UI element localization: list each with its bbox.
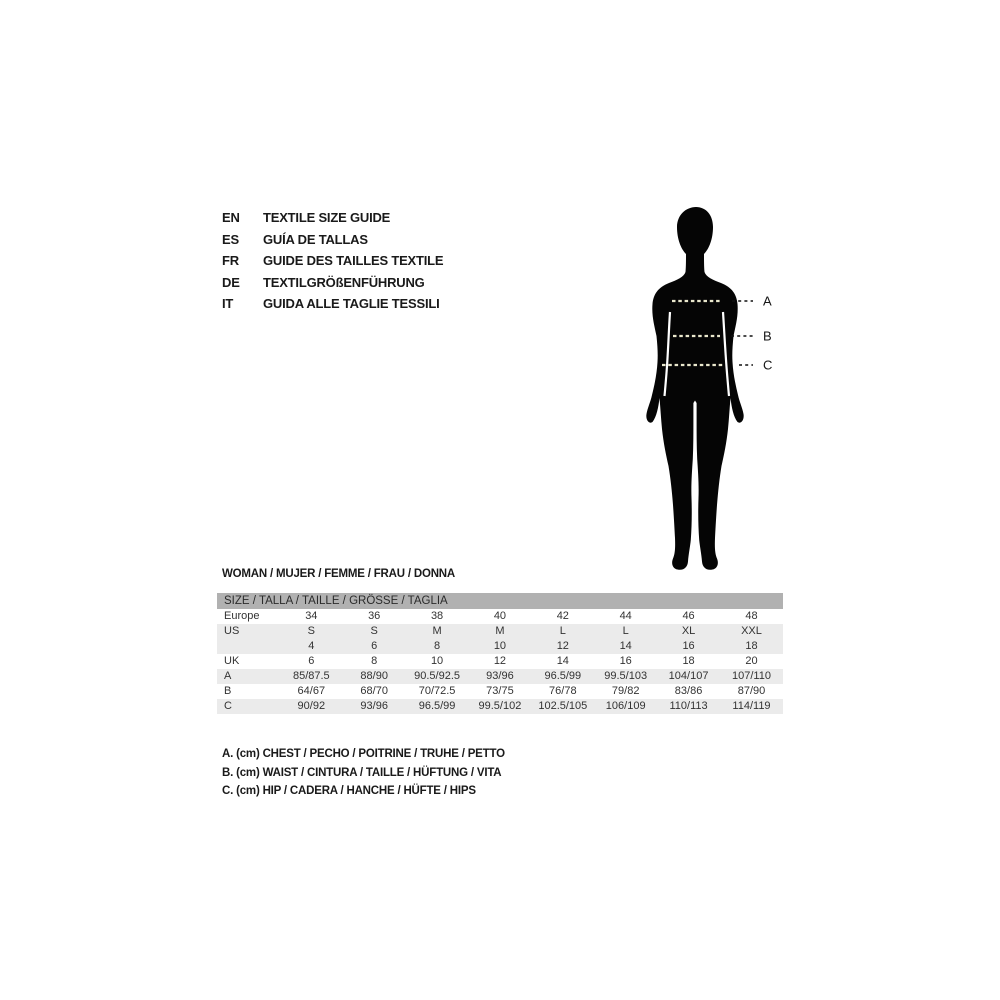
- section-title: WOMAN / MUJER / FEMME / FRAU / DONNA: [222, 568, 456, 580]
- size-cell: 76/78: [549, 685, 577, 697]
- marker-label-a: A: [763, 293, 772, 309]
- size-cell: 110/113: [669, 700, 708, 712]
- size-cell: 79/82: [611, 685, 640, 697]
- size-cell: L: [559, 625, 566, 637]
- legend-line: B. (cm) WAIST / CINTURA / TAILLE / HÜFTUNG / VITA: [222, 766, 502, 779]
- size-cell: 18: [745, 640, 758, 652]
- language-row: [222, 207, 443, 229]
- table-row: [217, 639, 783, 654]
- size-cell: 16: [682, 640, 695, 652]
- table-row: [217, 609, 783, 624]
- size-table: [217, 593, 783, 714]
- measurement-legend: [222, 745, 505, 801]
- marker-label-c: C: [763, 357, 773, 373]
- size-cell: L: [622, 625, 629, 637]
- size-cell: 93/96: [486, 670, 514, 682]
- row-label: UK: [224, 655, 240, 667]
- row-label: Europe: [224, 610, 260, 622]
- size-cell: 20: [745, 655, 758, 667]
- size-cell: 64/67: [297, 685, 326, 697]
- size-cell: 18: [682, 655, 695, 667]
- size-cell: 44: [619, 610, 632, 622]
- size-cell: 10: [493, 640, 507, 652]
- language-row: [222, 229, 443, 251]
- size-cell: XL: [681, 625, 696, 637]
- marker-label-b: B: [763, 328, 772, 344]
- size-cell: 42: [556, 610, 569, 622]
- size-cell: 14: [619, 640, 632, 652]
- language-label: GUÍA DE TALLAS: [263, 231, 368, 247]
- table-row: [217, 684, 783, 699]
- size-cell: 96.5/99: [418, 700, 456, 712]
- woman-silhouette-figure: [643, 195, 793, 580]
- size-cell: 99.5/103: [604, 670, 648, 682]
- language-label: GUIDA ALLE TAGLIE TESSILI: [263, 296, 440, 311]
- size-cell: 88/90: [360, 670, 388, 682]
- legend-line: A. (cm) CHEST / PECHO / POITRINE / TRUHE / PETTO: [222, 748, 505, 760]
- size-table-header-row: [217, 593, 783, 609]
- size-cell: 48: [745, 610, 758, 622]
- size-cell: S: [370, 625, 378, 637]
- size-cell: 16: [619, 655, 632, 667]
- size-cell: 4: [308, 640, 315, 652]
- language-label: GUIDE DES TAILLES TEXTILE: [263, 253, 444, 268]
- size-cell: 102.5/105: [538, 700, 588, 712]
- size-cell: 34: [305, 610, 318, 622]
- language-code: ES: [222, 231, 239, 247]
- size-cell: 87/90: [737, 685, 766, 697]
- size-cell: XXL: [741, 625, 762, 637]
- row-label: A: [224, 670, 232, 682]
- language-code: IT: [222, 296, 234, 311]
- size-cell: 46: [682, 610, 695, 622]
- size-cell: 96.5/99: [544, 670, 582, 682]
- row-label: US: [224, 625, 240, 637]
- language-code: DE: [222, 274, 240, 290]
- size-cell: 8: [434, 640, 441, 652]
- row-label: [217, 639, 280, 654]
- language-code: EN: [222, 210, 240, 225]
- size-cell: 14: [556, 655, 569, 667]
- size-cell: 90.5/92.5: [414, 670, 460, 682]
- size-cell: 38: [430, 610, 444, 622]
- size-cell: 40: [493, 610, 507, 622]
- language-row: [222, 250, 443, 272]
- language-row: [222, 293, 443, 315]
- size-cell: 83/86: [674, 685, 703, 697]
- size-cell: M: [495, 625, 505, 637]
- language-label: TEXTILGRÖßENFÜHRUNG: [263, 274, 425, 290]
- table-row: [217, 654, 783, 669]
- table-row: [217, 669, 783, 684]
- legend-line: C. (cm) HIP / CADERA / HANCHE / HÜFTE / HIPS: [222, 785, 476, 797]
- size-cell: 99.5/102: [478, 700, 522, 712]
- size-cell: 10: [430, 655, 444, 667]
- size-cell: 12: [556, 640, 569, 652]
- size-cell: 8: [371, 655, 378, 667]
- row-label: C: [224, 700, 232, 712]
- size-cell: 36: [368, 610, 381, 622]
- size-cell: 12: [493, 655, 507, 667]
- size-cell: 106/109: [605, 700, 646, 712]
- size-cell: 90/92: [297, 700, 326, 712]
- size-cell: 6: [308, 655, 315, 667]
- size-cell: 85/87.5: [292, 670, 330, 682]
- size-cell: 68/70: [360, 685, 388, 697]
- language-list: [222, 207, 443, 315]
- size-cell: 114/119: [732, 700, 771, 712]
- language-code: FR: [222, 253, 239, 268]
- row-label: B: [224, 685, 232, 697]
- size-cell: 73/75: [486, 685, 514, 697]
- size-cell: M: [432, 625, 442, 637]
- language-label: TEXTILE SIZE GUIDE: [263, 210, 391, 225]
- size-cell: 70/72.5: [418, 685, 456, 697]
- table-row: [217, 624, 783, 639]
- size-table-header: SIZE / TALLA / TAILLE / GRÖSSE / TAGLIA: [217, 593, 783, 609]
- size-cell: 93/96: [360, 700, 388, 712]
- size-cell: 104/107: [668, 670, 709, 682]
- size-cell: 6: [371, 640, 378, 652]
- size-cell: S: [307, 625, 315, 637]
- language-row: [222, 272, 443, 294]
- size-cell: 107/110: [732, 670, 771, 682]
- table-row: [217, 699, 783, 714]
